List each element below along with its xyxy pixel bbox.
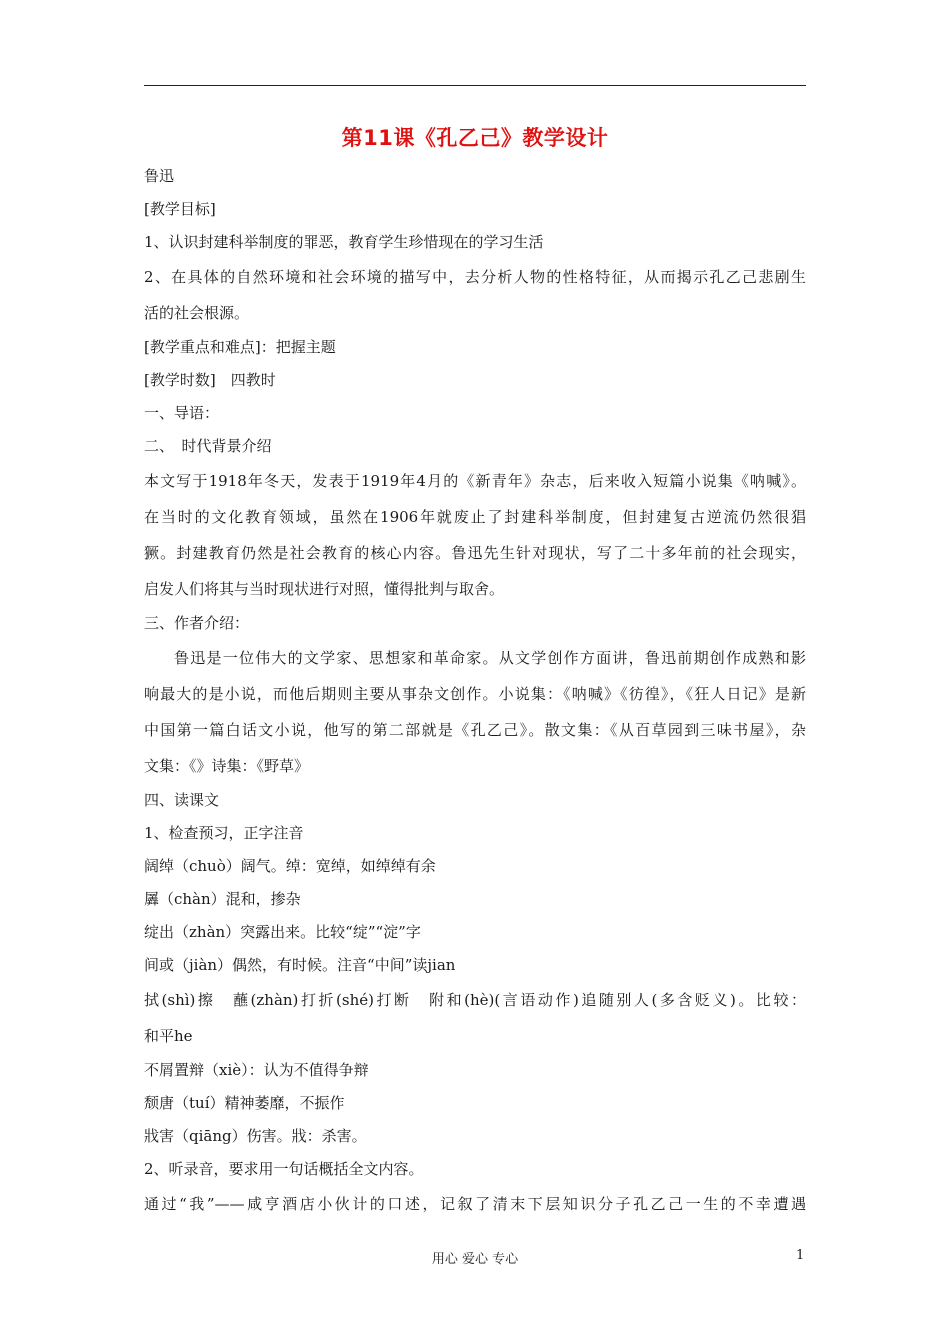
text-line: 启发人们将其与当时现状进行对照，懂得批判与取舍。 [144, 580, 505, 598]
text-line: 鲁迅是一位伟大的文学家、思想家和革命家。从文学创作方面讲，鲁迅前期创作成熟和影 [174, 649, 806, 667]
section-heading: [教学目标] [144, 200, 216, 218]
text-line: 羼（chàn）混和，掺杂 [144, 890, 301, 908]
header-rule [144, 85, 806, 86]
page-number: 1 [796, 1248, 805, 1263]
text-line: 1、检查预习，正字注音 [144, 824, 304, 842]
text-line: 1、认识封建科举制度的罪恶，教育学生珍惜现在的学习生活 [144, 233, 544, 251]
text-line: 绽出（zhàn）突露出来。比较“绽”“淀”字 [144, 923, 421, 941]
text-line: 拭(shì)擦 蘸(zhàn)打折(shé)打断 附和(hè)(言语动作)追随别人(多含贬义)。比较： [144, 991, 806, 1009]
text-line: 颓唐（tuí）精神萎靡，不振作 [144, 1094, 345, 1112]
text-line: 獗。封建教育仍然是社会教育的核心内容。鲁迅先生针对现状，写了二十多年前的社会现实， [144, 544, 806, 562]
text-line: 和平he [144, 1027, 193, 1045]
section-heading: [教学时数] 四教时 [144, 371, 276, 389]
text-line: 间或（jiàn）偶然，有时候。注音“中间”读jian [144, 956, 456, 974]
page-footer [0, 1248, 950, 1268]
document-body [144, 160, 806, 1222]
author-line: 鲁迅 [144, 167, 175, 185]
text-line: 响最大的是小说，而他后期则主要从事杂文创作。小说集：《呐喊》《彷徨》，《狂人日记》是新 [144, 685, 806, 703]
section-heading: 三、作者介绍： [144, 614, 250, 632]
section-heading: 一、导语： [144, 404, 220, 422]
text-line: 2、在具体的自然环境和社会环境的描写中，去分析人物的性格特征，从而揭示孔乙己悲剧生 [144, 268, 806, 286]
text-line: 活的社会根源。 [144, 304, 250, 322]
text-line: 戕害（qiāng）伤害。戕：杀害。 [144, 1127, 367, 1145]
text-line: 2、听录音，要求用一句话概括全文内容。 [144, 1160, 424, 1178]
section-heading: [教学重点和难点]：把握主题 [144, 338, 336, 356]
footer-text: 用心 爱心 专心 [431, 1252, 519, 1267]
text-line: 文集：《》诗集：《野草》 [144, 757, 310, 775]
text-line: 中国第一篇白话文小说，他写的第二部就是《孔乙己》。散文集：《从百草园到三味书屋》，杂 [144, 721, 806, 739]
text-line: 在当时的文化教育领域，虽然在1906年就废止了封建科举制度，但封建复古逆流仍然很猖 [144, 508, 806, 526]
section-heading: 二、 时代背景介绍 [144, 437, 272, 455]
text-line: 本文写于1918年冬天，发表于1919年4月的《新青年》杂志，后来收入短篇小说集《呐喊》。 [144, 472, 806, 490]
text-line: 阔绰（chuò）阔气。绰：宽绰，如绰绰有余 [144, 857, 436, 875]
text-line: 通过“我”——咸亨酒店小伙计的口述，记叙了清末下层知识分子孔乙己一生的不幸遭遇 [144, 1195, 806, 1213]
section-heading: 四、读课文 [144, 791, 220, 809]
document-title: 第11课《孔乙己》教学设计 [341, 126, 609, 150]
text-line: 不屑置辩（xiè）：认为不值得争辩 [144, 1061, 369, 1079]
